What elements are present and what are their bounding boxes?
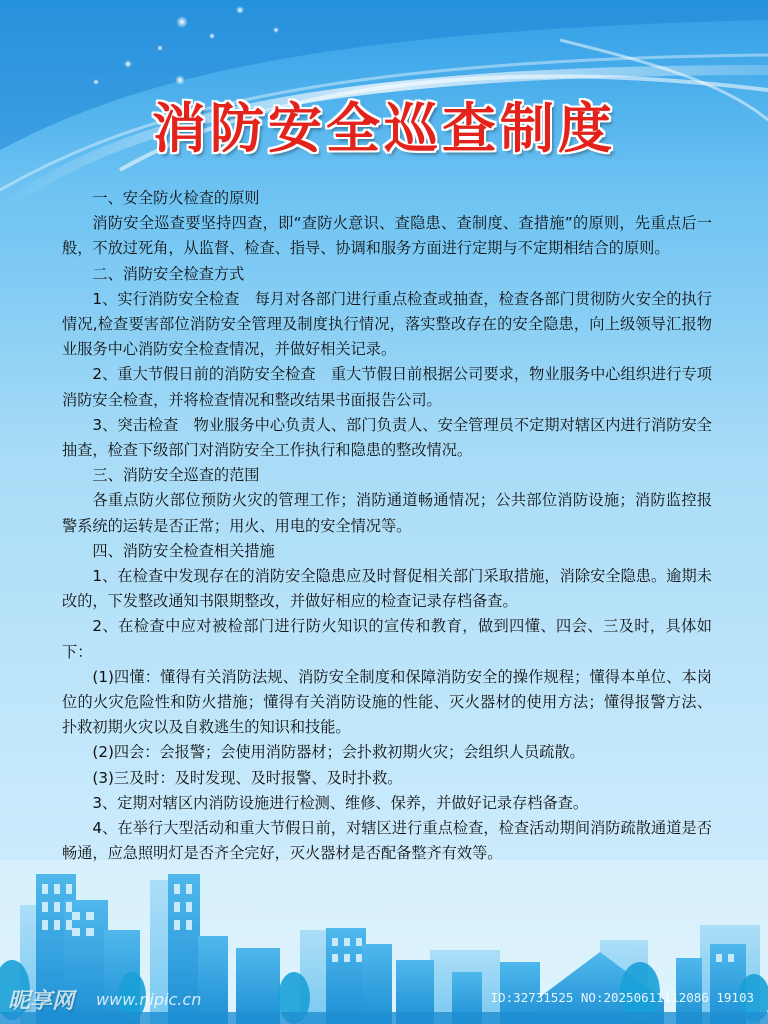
watermark-url: www.nipic.cn (96, 990, 202, 1009)
body-paragraph: 4、在举行大型活动和重大节假日前，对辖区进行重点检查，检查活动期间消防疏散通道是否畅通，应急照明灯是否齐全完好，灭火器材是否配备整齐有效等。 (62, 819, 712, 863)
watermark-logo: 昵享网 (8, 989, 75, 1014)
section-heading: 一、安全防火检查的原则 (92, 189, 260, 207)
body-paragraph: 消防安全巡查要坚持四查，即“查防火意识、查隐患、查制度、查措施”的原则，先重点后一般，不放过死角，从监督、检查、指导、协调和服务方面进行定期与不定期相结合的原则。 (62, 214, 712, 258)
body-paragraph: 3、定期对辖区内消防设施进行检测、维修、保养，并做好记录存档备查。 (92, 793, 589, 812)
body-paragraph: 3、突击检查 物业服务中心负责人、部门负责人、安全管理员不定期对辖区内进行消防安全抽查，检查下级部门对消防安全工作执行和隐患的整改情况。 (62, 415, 712, 460)
body-paragraph: (3)三及时：及时发现、及时报警、及时扑救。 (92, 768, 403, 787)
body-paragraph: (1)四懂：懂得有关消防法规、消防安全制度和保障消防安全的操作规程；懂得本单位、本岗位的火灾危险性和防火措施；懂得有关消防设施的性能、灭火器材的使用方法；懂得报警方法、扑救初期火灾以及自救逃生的知识和技能。 (62, 667, 712, 737)
section-heading: 三、消防安全巡查的范围 (92, 466, 260, 485)
watermark-id: ID:32731525 NO:20250611112086 19103 (490, 990, 754, 1005)
poster-body (62, 186, 712, 866)
body-paragraph: 2、在检查中应对被检部门进行防火知识的宣传和教育，做到四懂、四会、三及时，具体如下： (62, 617, 712, 661)
section-heading: 二、消防安全检查方式 (92, 264, 245, 283)
body-paragraph: 各重点防火部位预防火灾的管理工作；消防通道畅通情况；公共部位消防设施；消防监控报警系统的运转是否正常；用火、用电的安全情况等。 (62, 491, 712, 535)
poster-title: 消防安全巡查制度 (152, 97, 616, 160)
body-paragraph: 1、实行消防安全检查 每月对各部门进行重点检查或抽查，检查各部门贯彻防火安全的执行情况,检查要害部位消防安全管理及制度执行情况，落实整改存在的安全隐患，向上级领导汇报物业服务中心消防安全检查情况，并做好相关记录。 (62, 289, 712, 359)
body-paragraph: (2)四会：会报警；会使用消防器材；会扑救初期火灾；会组织人员疏散。 (92, 743, 585, 762)
body-paragraph: 1、在检查中发现存在的消防安全隐患应及时督促相关部门采取措施，消除安全隐患。逾期未改的，下发整改通知书限期整改，并做好相应的检查记录存档备查。 (62, 567, 712, 611)
section-heading: 四、消防安全检查相关措施 (92, 541, 275, 560)
body-paragraph: 2、重大节假日前的消防安全检查 重大节假日前根据公司要求，物业服务中心组织进行专项消防安全检查，并将检查情况和整改结果书面报告公司。 (62, 365, 712, 409)
